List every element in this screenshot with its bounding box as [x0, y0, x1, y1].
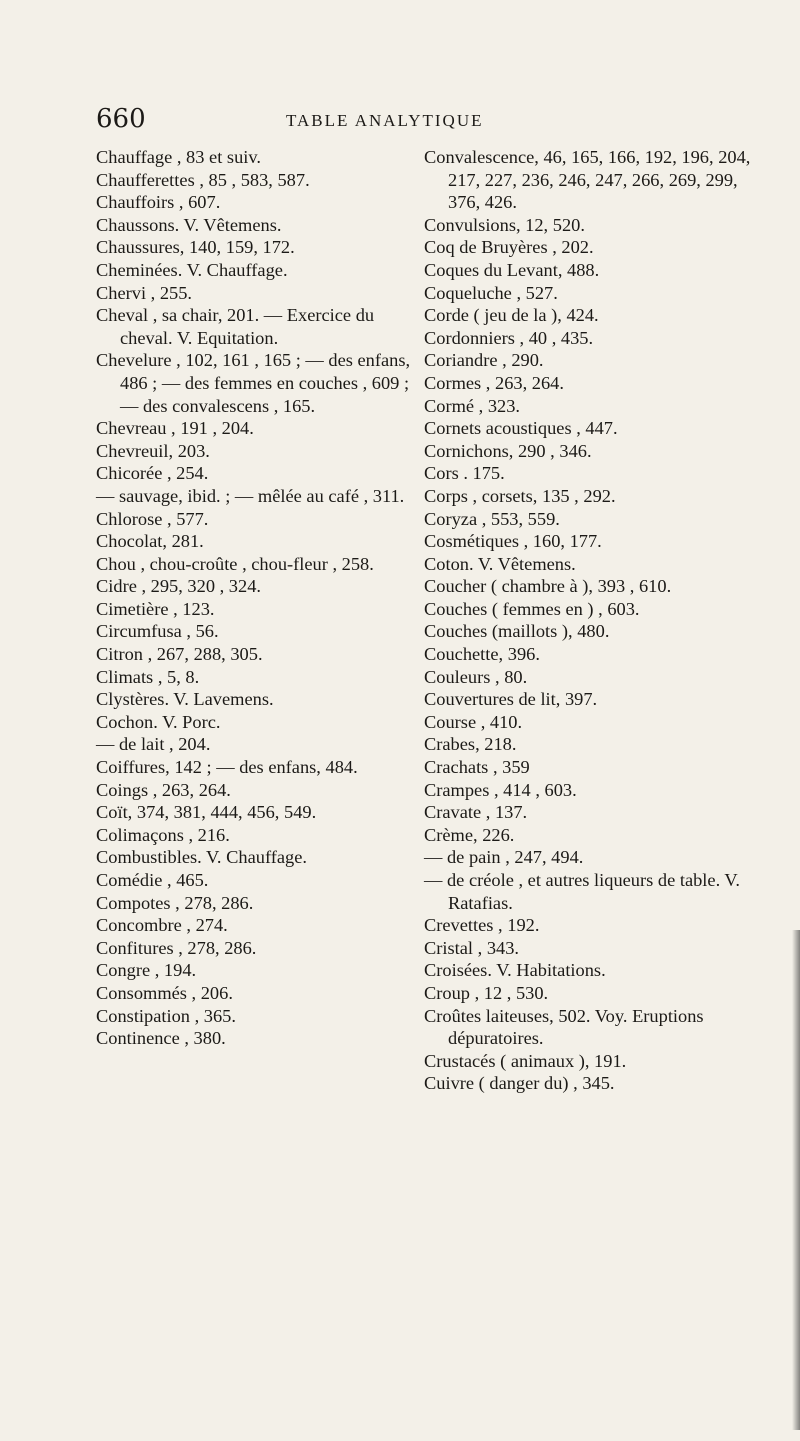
index-entry: Cornichons, 290 , 346. — [424, 440, 592, 461]
index-entry: Cimetière , 123. — [96, 598, 215, 619]
index-entry: Circumfusa , 56. — [96, 621, 219, 642]
index-entry: Cormes , 263, 264. — [424, 372, 564, 393]
index-entry: — de créole , et autres liqueurs de table. V. Ratafias. — [424, 870, 740, 913]
index-entry: Cornets acoustiques , 447. — [424, 418, 618, 439]
index-entry: Coton. V. Vêtemens. — [424, 553, 576, 574]
index-entry: Couchette, 396. — [424, 644, 540, 665]
index-entry: — de pain , 247, 494. — [424, 847, 584, 868]
index-entry: Crème, 226. — [424, 824, 515, 845]
index-entry: Chlorose , 577. — [96, 508, 209, 529]
index-entry: Chauffoirs , 607. — [96, 192, 221, 213]
index-entry: Coques du Levant, 488. — [424, 259, 600, 280]
index-entry: Convalescence, 46, 165, 166, 192, 196, 204, 217, 227, 236, 246, 247, 266, 269, 299, 376, 426. — [424, 147, 751, 213]
index-entry: Coiffures, 142 ; — des enfans, 484. — [96, 757, 358, 778]
index-entry: Congre , 194. — [96, 960, 197, 981]
page-number: 660 — [96, 104, 146, 134]
index-entry: Continence , 380. — [96, 1028, 226, 1049]
index-entry: — de lait , 204. — [96, 734, 211, 755]
index-entry: Chevelure , 102, 161 , 165 ; — des enfans, 486 ; — des femmes en couches , 609 ; — des convalescens , 165. — [96, 350, 411, 416]
index-entry: Crabes, 218. — [424, 734, 517, 755]
index-entry: Combustibles. V. Chauffage. — [96, 847, 307, 868]
index-entry: Climats , 5, 8. — [96, 666, 200, 687]
index-entry: Crustacés ( animaux ), 191. — [424, 1050, 627, 1071]
index-entry: Chauffage , 83 et suiv. — [96, 147, 261, 167]
index-entry: Cormé , 323. — [424, 395, 521, 416]
index-entry: Corde ( jeu de la ), 424. — [424, 305, 599, 326]
index-entry: Cravate , 137. — [424, 802, 528, 823]
index-entry: Colimaçons , 216. — [96, 824, 230, 845]
index-entry: Coqueluche , 527. — [424, 282, 558, 303]
index-entry: Constipation , 365. — [96, 1005, 236, 1026]
index-entry: Croup , 12 , 530. — [424, 982, 549, 1003]
index-entry: Chaufferettes , 85 , 583, 587. — [96, 169, 310, 190]
index-entry: Chaussures, 140, 159, 172. — [96, 237, 295, 258]
index-entry: Croisées. V. Habitations. — [424, 960, 606, 981]
index-entry: Coucher ( chambre à ), 393 , 610. — [424, 576, 672, 597]
index-entry: Cochon. V. Porc. — [96, 711, 221, 732]
index-entry: Cheminées. V. Chauffage. — [96, 259, 288, 280]
index-entry: Coriandre , 290. — [424, 350, 544, 371]
index-entry: Chevreuil, 203. — [96, 440, 210, 461]
index-entry: Cheval , sa chair, 201. — Exercice du cheval. V. Equitation. — [96, 305, 375, 348]
index-entry: Chervi , 255. — [96, 282, 193, 303]
index-column-left — [96, 146, 426, 1050]
index-entry: Convulsions, 12, 520. — [424, 214, 585, 235]
index-entry: Coït, 374, 381, 444, 456, 549. — [96, 802, 317, 823]
index-entry: Coryza , 553, 559. — [424, 508, 560, 529]
index-entry: Couches ( femmes en ) , 603. — [424, 598, 640, 619]
index-entry: Crachats , 359 — [424, 757, 530, 778]
index-entry: Croûtes laiteuses, 502. Voy. Eruptions dépuratoires. — [424, 1005, 704, 1049]
index-entry: Cosmétiques , 160, 177. — [424, 531, 602, 552]
index-entry: Chaussons. V. Vêtemens. — [96, 214, 282, 235]
index-entry: Cidre , 295, 320 , 324. — [96, 576, 261, 597]
running-title: TABLE ANALYTIQUE — [286, 111, 484, 130]
page-edge-shadow — [792, 930, 800, 1430]
index-entry: Chicorée , 254. — [96, 463, 209, 484]
index-entry: Course , 410. — [424, 711, 523, 732]
index-entry: Consommés , 206. — [96, 982, 233, 1003]
index-entry: Cors . 175. — [424, 463, 505, 484]
page-header — [96, 103, 736, 139]
index-entry: Confitures , 278, 286. — [96, 937, 257, 958]
index-entry: Comédie , 465. — [96, 870, 209, 890]
index-entry: Compotes , 278, 286. — [96, 892, 254, 913]
index-entry: Coq de Bruyères , 202. — [424, 237, 594, 258]
index-entry: Chocolat, 281. — [96, 531, 204, 552]
index-column-right — [424, 146, 769, 1095]
index-entry: Chevreau , 191 , 204. — [96, 418, 254, 439]
index-entry: Cordonniers , 40 , 435. — [424, 327, 594, 348]
index-entry: Concombre , 274. — [96, 915, 228, 936]
index-entry: Chou , chou-croûte , chou-fleur , 258. — [96, 553, 374, 574]
index-entry: Citron , 267, 288, 305. — [96, 644, 263, 665]
index-entry: — sauvage, ibid. ; — mêlée au café , 311. — [96, 485, 405, 506]
index-entry: Corps , corsets, 135 , 292. — [424, 485, 616, 506]
index-entry: Couleurs , 80. — [424, 666, 528, 687]
index-entry: Couvertures de lit, 397. — [424, 689, 598, 710]
index-entry: Couches (maillots ), 480. — [424, 621, 610, 642]
index-entry: Clystères. V. Lavemens. — [96, 689, 274, 710]
index-entry: Coings , 263, 264. — [96, 779, 231, 800]
index-entry: Cristal , 343. — [424, 937, 520, 958]
index-entry: Crampes , 414 , 603. — [424, 779, 577, 800]
index-entry: Crevettes , 192. — [424, 915, 540, 936]
index-entry: Cuivre ( danger du) , 345. — [424, 1073, 615, 1094]
